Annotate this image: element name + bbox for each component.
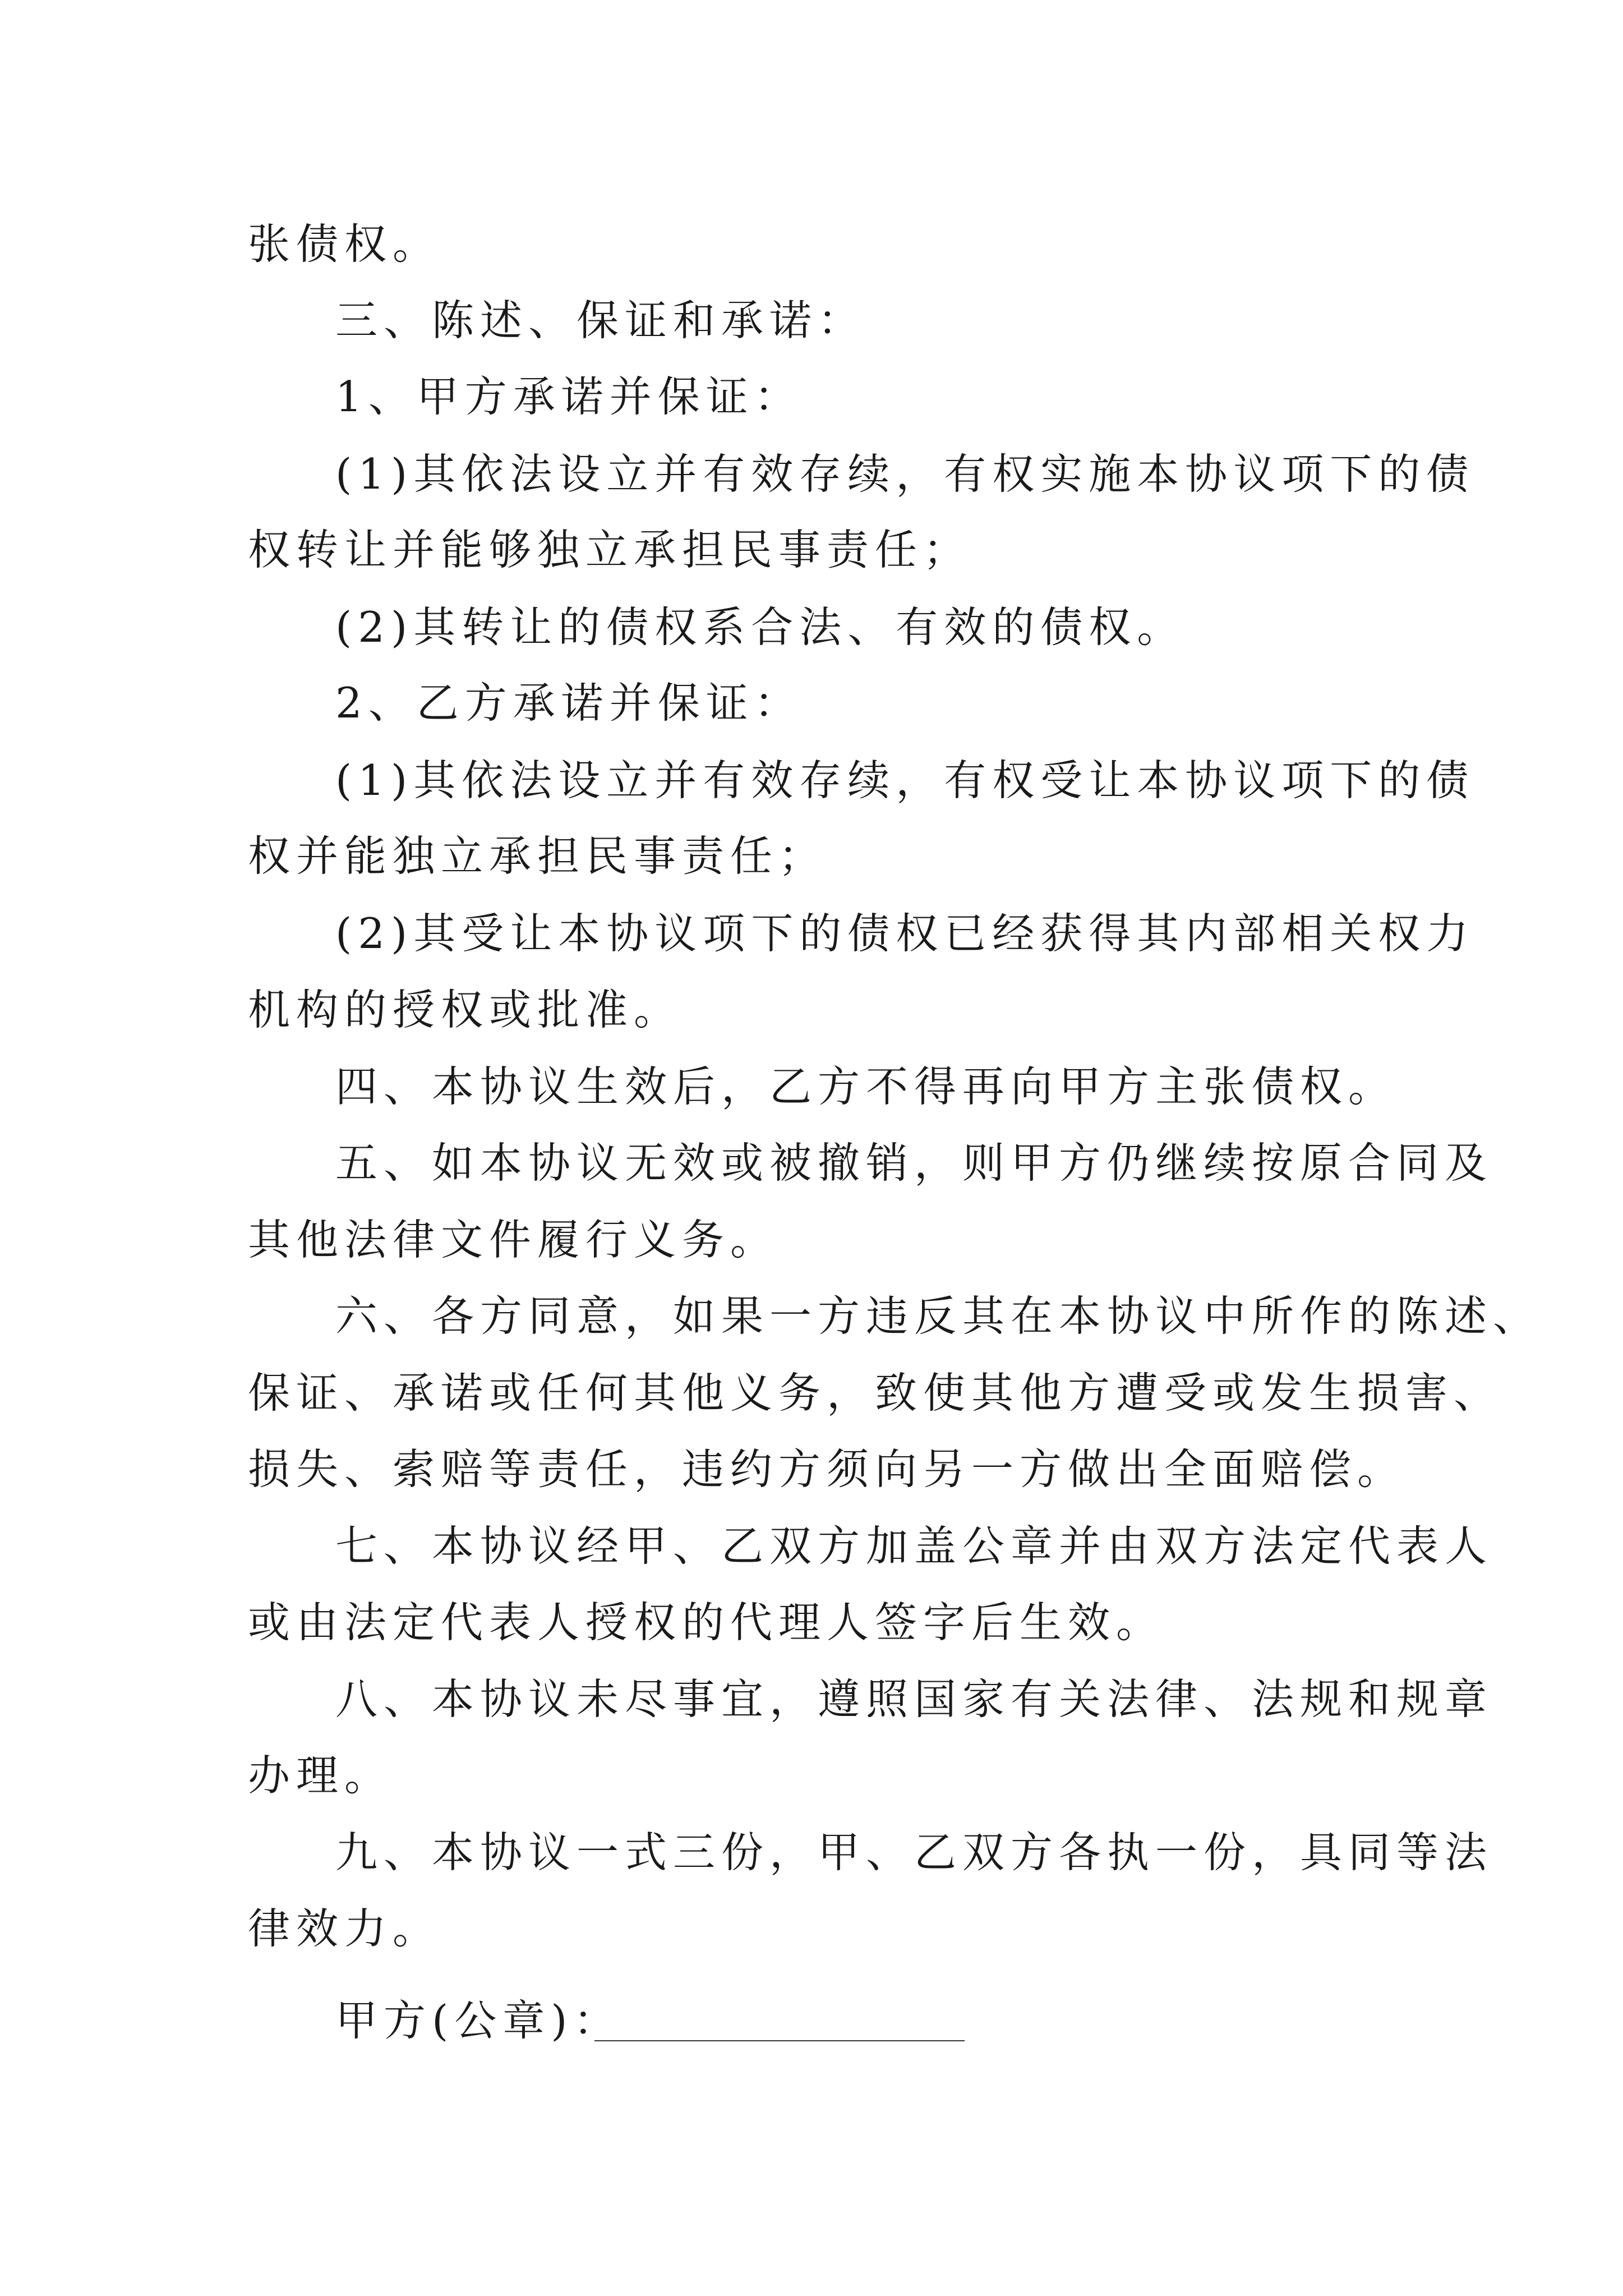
text-line: 机构的授权或批准。 [248,985,683,1034]
text-line: (2)其受让本协议项下的债权已经获得其内部相关权力 [335,909,1475,958]
party-a-seal-label: 甲方(公章)： [335,1996,622,2045]
clause-heading: 2、乙方承诺并保证： [335,678,803,728]
text-line: 办理。 [248,1751,393,1800]
section-heading: 四、本协议生效后，乙方不得再向甲方主张债权。 [335,1062,1397,1111]
section-heading: 三、陈述、保证和承诺： [335,296,866,345]
section-heading: 八、本协议未尽事宜，遵照国家有关法律、法规和规章 [335,1674,1493,1724]
text-line: (2)其转让的债权系合法、有效的债权。 [335,602,1186,652]
section-heading: 六、各方同意，如果一方违反其在本协议中所作的陈述、 [335,1291,1542,1341]
text-line: 或由法定代表人授权的代理人签字后生效。 [248,1598,1165,1647]
text-line: 损失、索赔等责任，违约方须向另一方做出全面赔偿。 [248,1444,1406,1494]
text-line: 权并能独立承担民事责任； [248,831,827,881]
text-line: (1)其依法设立并有效存续，有权实施本协议项下的债 [335,449,1475,499]
text-line: 权转让并能够独立承担民事责任； [248,525,972,574]
section-heading: 七、本协议经甲、乙双方加盖公章并由双方法定代表人 [335,1521,1493,1571]
party-a-seal-blank [594,2040,965,2041]
text-line: 其他法律文件履行义务。 [248,1215,779,1264]
text-line: 保证、承诺或任何其他义务，致使其他方遭受或发生损害、 [248,1368,1502,1418]
text-line: 张债权。 [248,219,441,269]
section-heading: 五、如本协议无效或被撤销，则甲方仍继续按原合同及 [335,1138,1493,1188]
text-line: 律效力。 [248,1904,441,1953]
clause-heading: 1、甲方承诺并保证： [335,372,803,421]
text-line: (1)其依法设立并有效存续，有权受让本协议项下的债 [335,756,1475,805]
section-heading: 九、本协议一式三份，甲、乙双方各执一份，具同等法 [335,1828,1493,1877]
